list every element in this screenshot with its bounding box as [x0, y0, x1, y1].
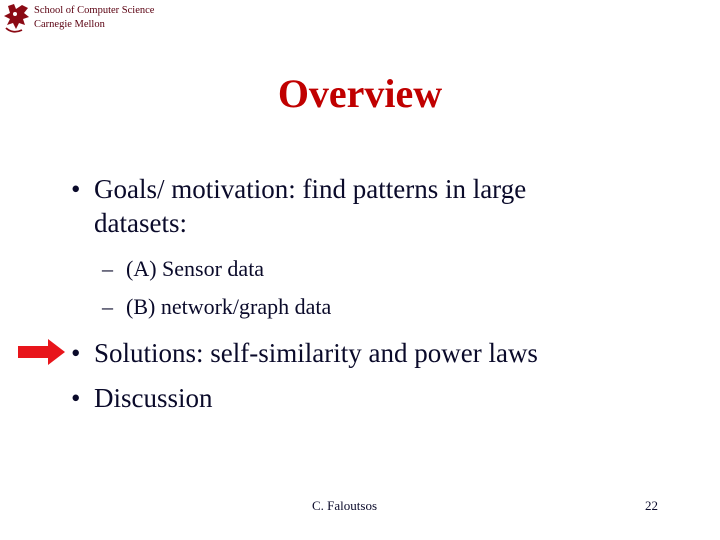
- slide-title: Overview: [277, 71, 443, 116]
- bullet-marker: •: [71, 174, 81, 204]
- sub-bullet-text: (B) network/graph data: [126, 294, 332, 319]
- slide-number: 22: [645, 498, 658, 513]
- slide-header: [0, 0, 260, 40]
- bullet-marker: •: [71, 383, 81, 413]
- sub-bullet-marker: –: [102, 294, 113, 319]
- cmu-griffin-logo-icon: [2, 2, 32, 36]
- bullet-text-continuation: datasets:: [94, 208, 187, 238]
- footer-author: C. Faloutsos: [312, 498, 378, 513]
- bullet-text: Discussion: [94, 383, 213, 413]
- sub-bullet-marker: –: [102, 256, 113, 281]
- bullet-marker: •: [71, 338, 81, 368]
- red-arrow-icon: [18, 338, 66, 366]
- bullet-text: Goals/ motivation: find patterns in large: [94, 174, 527, 204]
- sub-bullet-text: (A) Sensor data: [126, 256, 265, 281]
- bullet-text: Solutions: self-similarity and power laws: [94, 338, 538, 368]
- university-name: Carnegie Mellon: [34, 19, 105, 30]
- school-name: School of Computer Science: [34, 5, 155, 16]
